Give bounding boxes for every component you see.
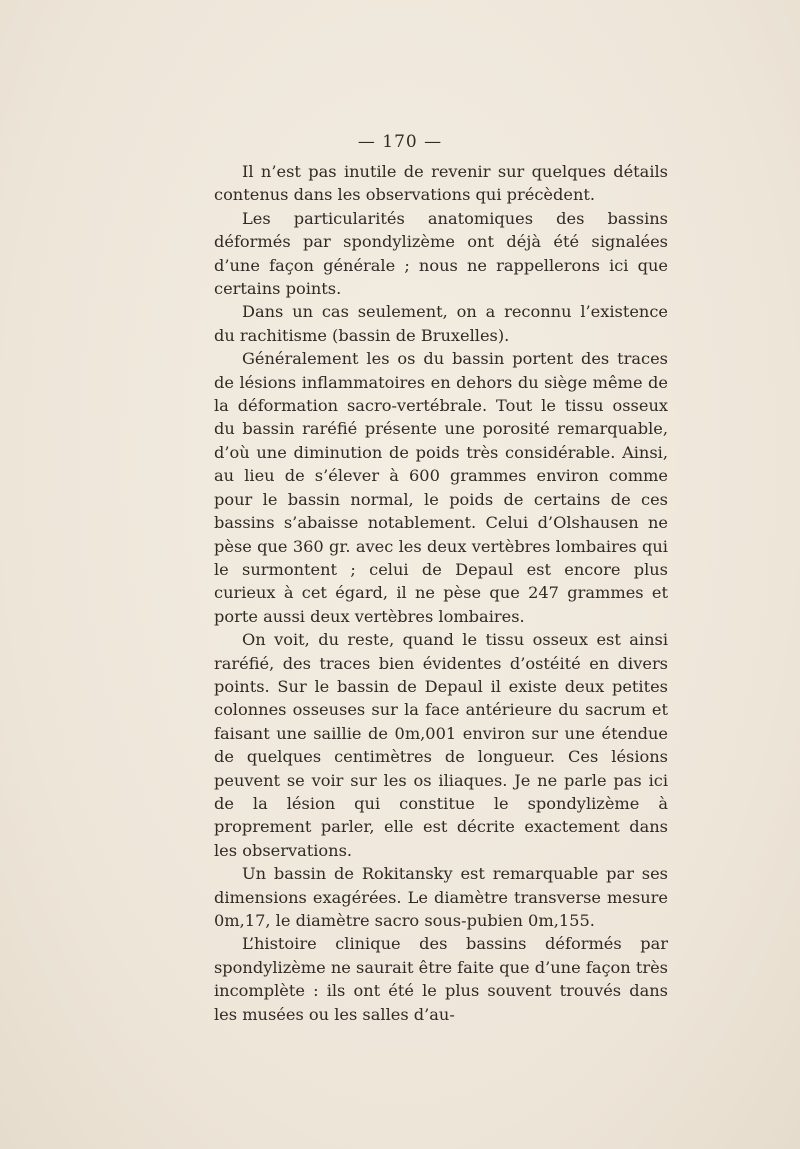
paragraph: Généralement les os du bassin portent des traces de lésions inflammatoires en dehors du siège même de la déformation sacro-vertébrale. Tout le tissu osseux du bassin raréfié présente une porosité remarquable, d’où une diminution de poids très considérable. Ainsi, au lieu de s’élever à 600 grammes environ comme pour le bassin normal, le poids de certains de ces bassins s’abaisse notablement. Celui d’Olshausen ne pèse que 360 gr. avec les deux vertèbres lombaires qui le surmontent ; celui de Depaul est encore plus curieux à cet égard, il ne pèse que 247 grammes et porte aussi deux vertèbres lombaires. xyxy=(214,349,668,626)
page-number: — 170 — xyxy=(357,132,443,152)
paragraph: L’histoire clinique des bassins déformés par spondylizème ne saurait être faite que d’une façon très incomplète : ils ont été le plus souvent trouvés dans les musées ou les salles d’au- xyxy=(214,934,668,1024)
paragraph: On voit, du reste, quand le tissu osseux est ainsi raréfié, des traces bien évidentes d’ostéité en divers points. Sur le bassin de Depaul il existe deux petites colonnes osseuses sur la face antérieure du sacrum et faisant une saillie de 0m,001 environ sur une étendue de quelques centimètres de longueur. Ces lésions peuvent se voir sur les os iliaques. Je ne parle pas ici de la lésion qui constitue le spondylizème à proprement parler, elle est décrite exactement dans les observations. xyxy=(214,630,668,860)
paragraph: Les particularités anatomiques des bassins déformés par spondylizème ont déjà été signalées d’une façon générale ; nous ne rappellerons ici que certains points. xyxy=(214,208,668,299)
paragraph: Un bassin de Rokitansky est remarquable par ses dimensions exagérées. Le diamètre transverse mesure 0m,17, le diamètre sacro sous-pubien 0m,155. xyxy=(214,864,668,930)
paragraph: Dans un cas seulement, on a reconnu l’existence du rachitisme (bassin de Bruxelles). xyxy=(214,302,668,345)
body-text xyxy=(214,160,668,1026)
paragraph: Il n’est pas inutile de revenir sur quelques détails contenus dans les observations qui précèdent. xyxy=(214,162,668,205)
